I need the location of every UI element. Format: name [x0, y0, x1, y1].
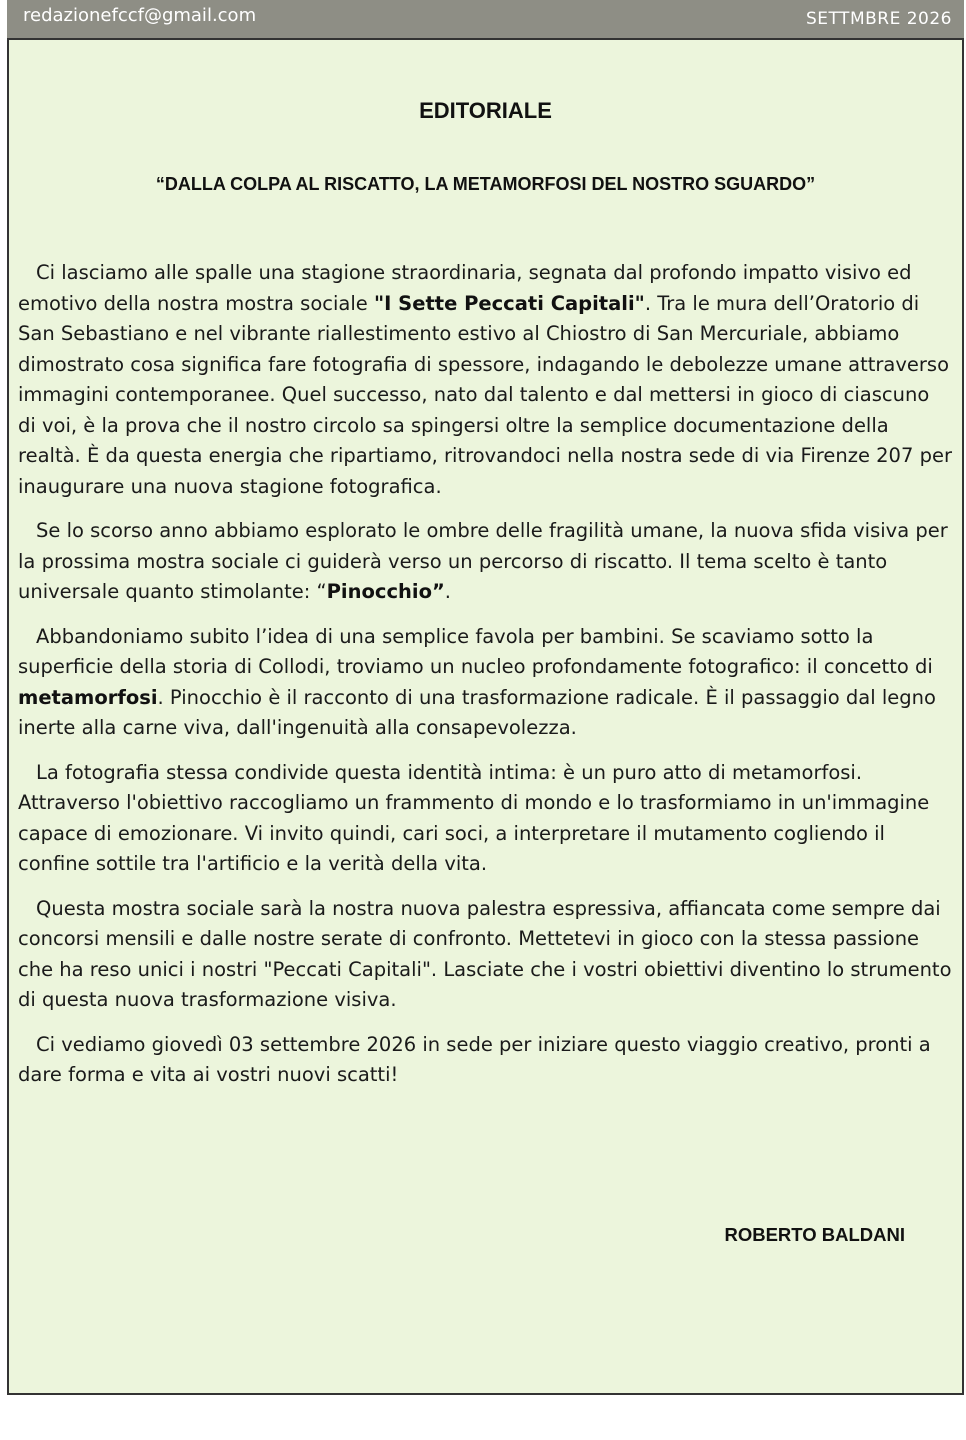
- paragraph-3-text-a: Abbandoniamo subito l’idea di una semplice favola per bambini. Se scaviamo sotto la superficie della storia di Collodi, troviamo un nucleo profondamente fotografico: il concetto di: [18, 624, 933, 678]
- paragraph-5: Questa mostra sociale sarà la nostra nuova palestra espressiva, affiancata come sempre dai concorsi mensili e dalle nostre serate di confronto. Mettetevi in gioco con la stessa passione che ha reso unici i nostri "Peccati Capitali". Lasciate che i vostri obiettivi diventino lo strumento di questa nuova trasformazione visiva.: [18, 896, 952, 1011]
- page-title: EDITORIALE: [419, 98, 552, 123]
- paragraph-6: Ci vediamo giovedì 03 settembre 2026 in sede per iniziare questo viaggio creativo, pronti a dare forma e vita ai vostri nuovi scatti!: [18, 1032, 931, 1086]
- author-signature: ROBERTO BALDANI: [724, 1224, 905, 1245]
- exhibition-title: "I Sette Peccati Capitali": [373, 291, 645, 315]
- theme-name: Pinocchio”: [326, 580, 445, 603]
- editorial-panel: [7, 38, 964, 1395]
- article-subtitle: “DALLA COLPA AL RISCATTO, LA METAMORFOSI DEL NOSTRO SGUARDO”: [155, 174, 816, 194]
- concept-keyword: metamorfosi: [18, 685, 158, 709]
- paragraph-3-text-c: . Pinocchio è il racconto di una trasformazione radicale. È il passaggio dal legno inerte alla carne viva, dall'ingenuità alla consapevolezza.: [18, 685, 936, 739]
- paragraph-1: [18, 258, 953, 502]
- article-body: [18, 258, 953, 1105]
- paragraph-1-text-a: Ci lasciamo alle spalle una stagione straordinaria, segnata dal profondo impatto visivo ed emotivo della nostra mostra sociale: [18, 261, 912, 315]
- header-date: SETTMBRE 2026: [805, 9, 952, 29]
- paragraph-3: [18, 622, 953, 744]
- paragraph-2-text-a: Se lo scorso anno abbiamo esplorato le ombre delle fragilità umane, la nuova sfida visiva per la prossima mostra sociale ci guiderà verso un percorso di riscatto. Il tema scelto è tanto universale quanto stimolante: “: [18, 519, 948, 603]
- paragraph-1-text-c: . Tra le mura dell’Oratorio di San Sebastiano e nel vibrante riallestimento estivo al Chiostro di San Mercuriale, abbiamo dimostrato cosa significa fare fotografia di spessore, indagando le debolezze umane attraverso immagini contemporanee. Quel successo, nato dal talento e dal mettersi in gioco di ciascuno di voi, è la prova che il nostro circolo sa spingersi oltre la semplice documentazione della realtà. È da questa energia che ripartiamo, ritrovandoci nella nostra sede di via Firenze 207 per inaugurare una nuova stagione fotografica.: [18, 291, 952, 498]
- paragraph-2-text-c: .: [444, 580, 451, 603]
- paragraph-2: [18, 516, 953, 608]
- paragraph-4: La fotografia stessa condivide questa identità intima: è un puro atto di metamorfosi. Attraverso l'obiettivo raccogliamo un frammento di mondo e lo trasformiamo in un'immagine capace di emozionare. Vi invito quindi, cari soci, a interpretare il mutamento cogliendo il confine sottile tra l'artificio e la verità della vita.: [18, 760, 930, 875]
- header-bar: [7, 0, 964, 38]
- header-email[interactable]: redazionefccf@gmail.com: [23, 5, 257, 26]
